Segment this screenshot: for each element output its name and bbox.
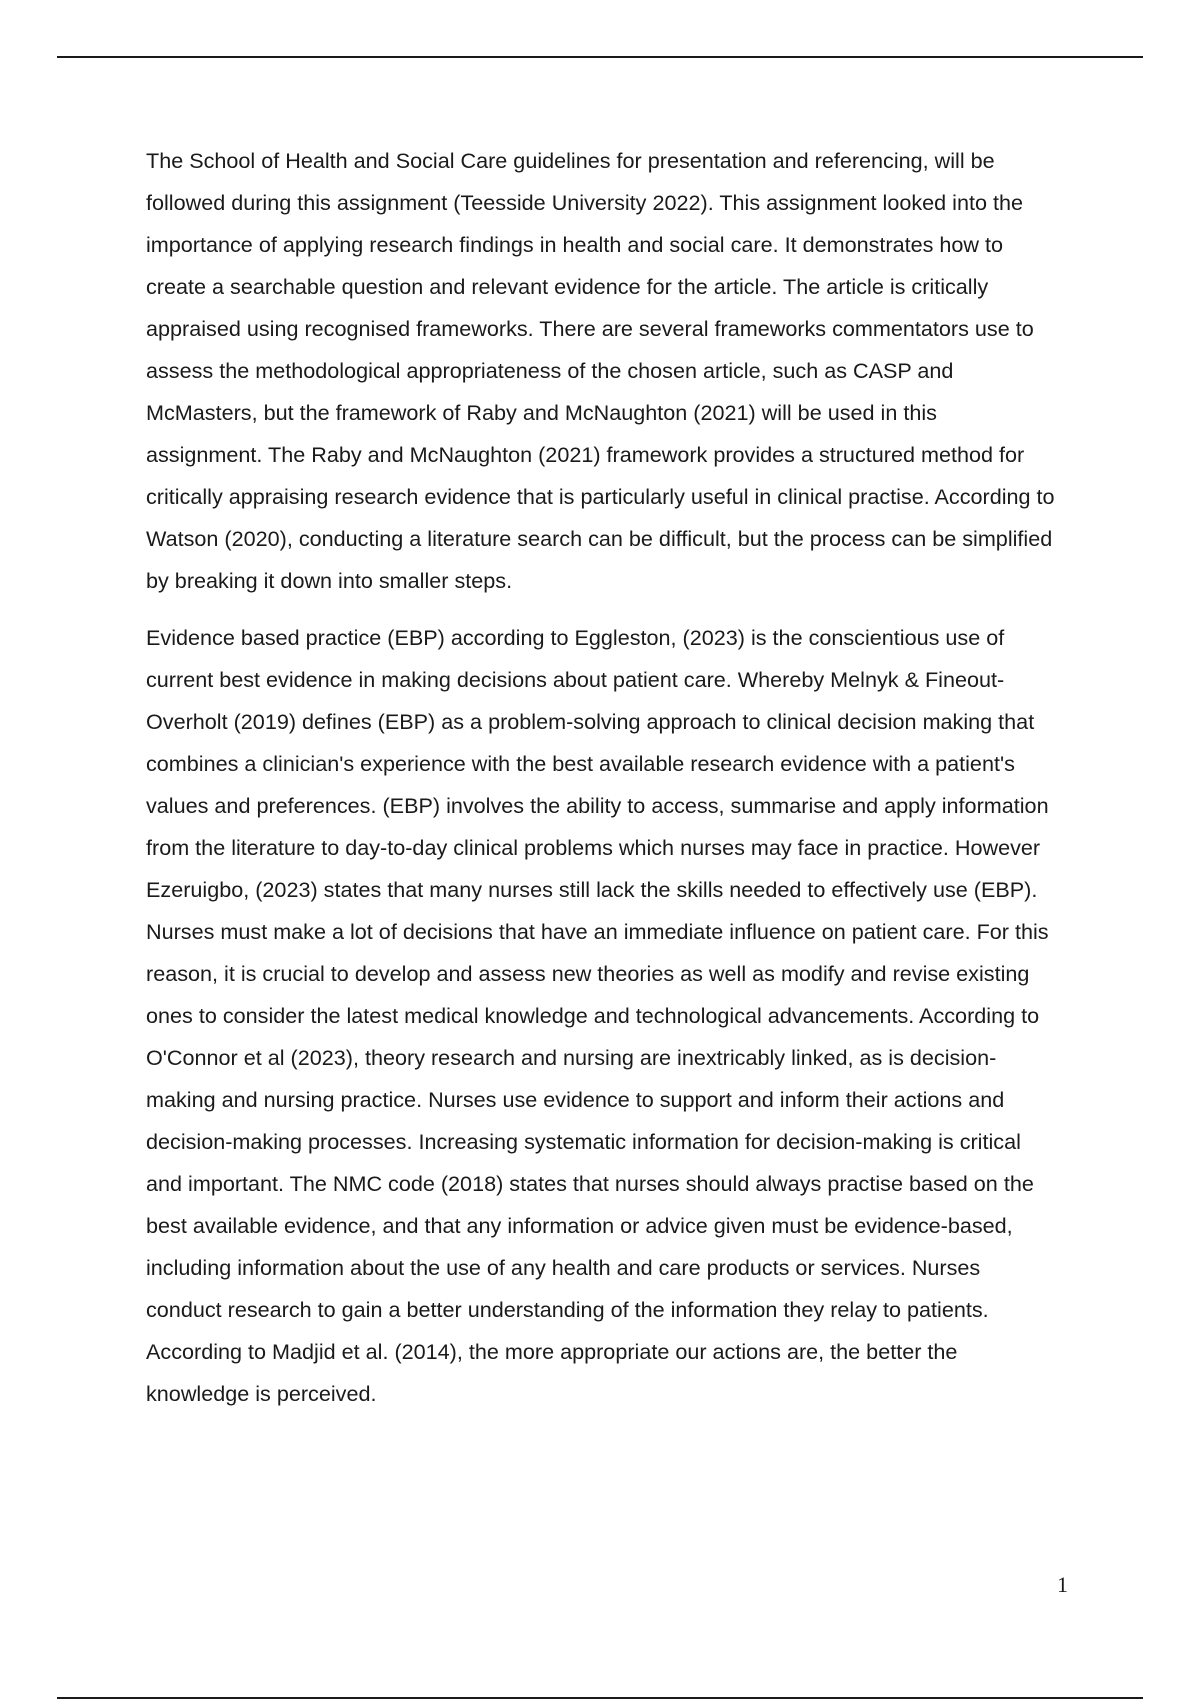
paragraph-2: Evidence based practice (EBP) according to Eggleston, (2023) is the conscientious use of current best evidence in making decisions about patient care. Whereby Melnyk & Fineout-Overholt (2019) defines (EBP) as a problem-solving approach to clinical decision making that combines a clinician's experience with the best available research evidence with a patient's values and preferences. (EBP) involves the ability to access, summarise and apply information from the literature to day-to-day clinical problems which nurses may face in practice. However Ezeruigbo, (2023) states that many nurses still lack the skills needed to effectively use (EBP). Nurses must make a lot of decisions that have an immediate influence on patient care. For this reason, it is crucial to develop and assess new theories as well as modify and revise existing ones to consider the latest medical knowledge and technological advancements. According to O'Connor et al (2023), theory research and nursing are inextricably linked, as is decision-making and nursing practice. Nurses use evidence to support and inform their actions and decision-making processes. Increasing systematic information for decision-making is critical and important. The NMC code (2018) states that nurses should always practise based on the best available evidence, and that any information or advice given must be evidence-based, including information about the use of any health and care products or services. Nurses conduct research to gain a better understanding of the information they relay to patients. According to Madjid et al. (2014), the more appropriate our actions are, the better the knowledge is perceived. (146, 625, 1049, 1406)
header-rule (57, 56, 1143, 58)
page-number: 1 (1057, 1572, 1068, 1597)
footer-rule (57, 1697, 1143, 1699)
paragraph-1: The School of Health and Social Care guidelines for presentation and referencing, will be followed during this assignment (Teesside University 2022). This assignment looked into the importance of applying research findings in health and social care. It demonstrates how to create a searchable question and relevant evidence for the article. The article is critically appraised using recognised frameworks. There are several frameworks commentators use to assess the methodological appropriateness of the chosen article, such as CASP and McMasters, but the framework of Raby and McNaughton (2021) will be used in this assignment. The Raby and McNaughton (2021) framework provides a structured method for critically appraising research evidence that is particularly useful in clinical practise. According to Watson (2020), conducting a literature search can be difficult, but the process can be simplified by breaking it down into smaller steps. (146, 148, 1055, 593)
document-body (146, 140, 1056, 1430)
